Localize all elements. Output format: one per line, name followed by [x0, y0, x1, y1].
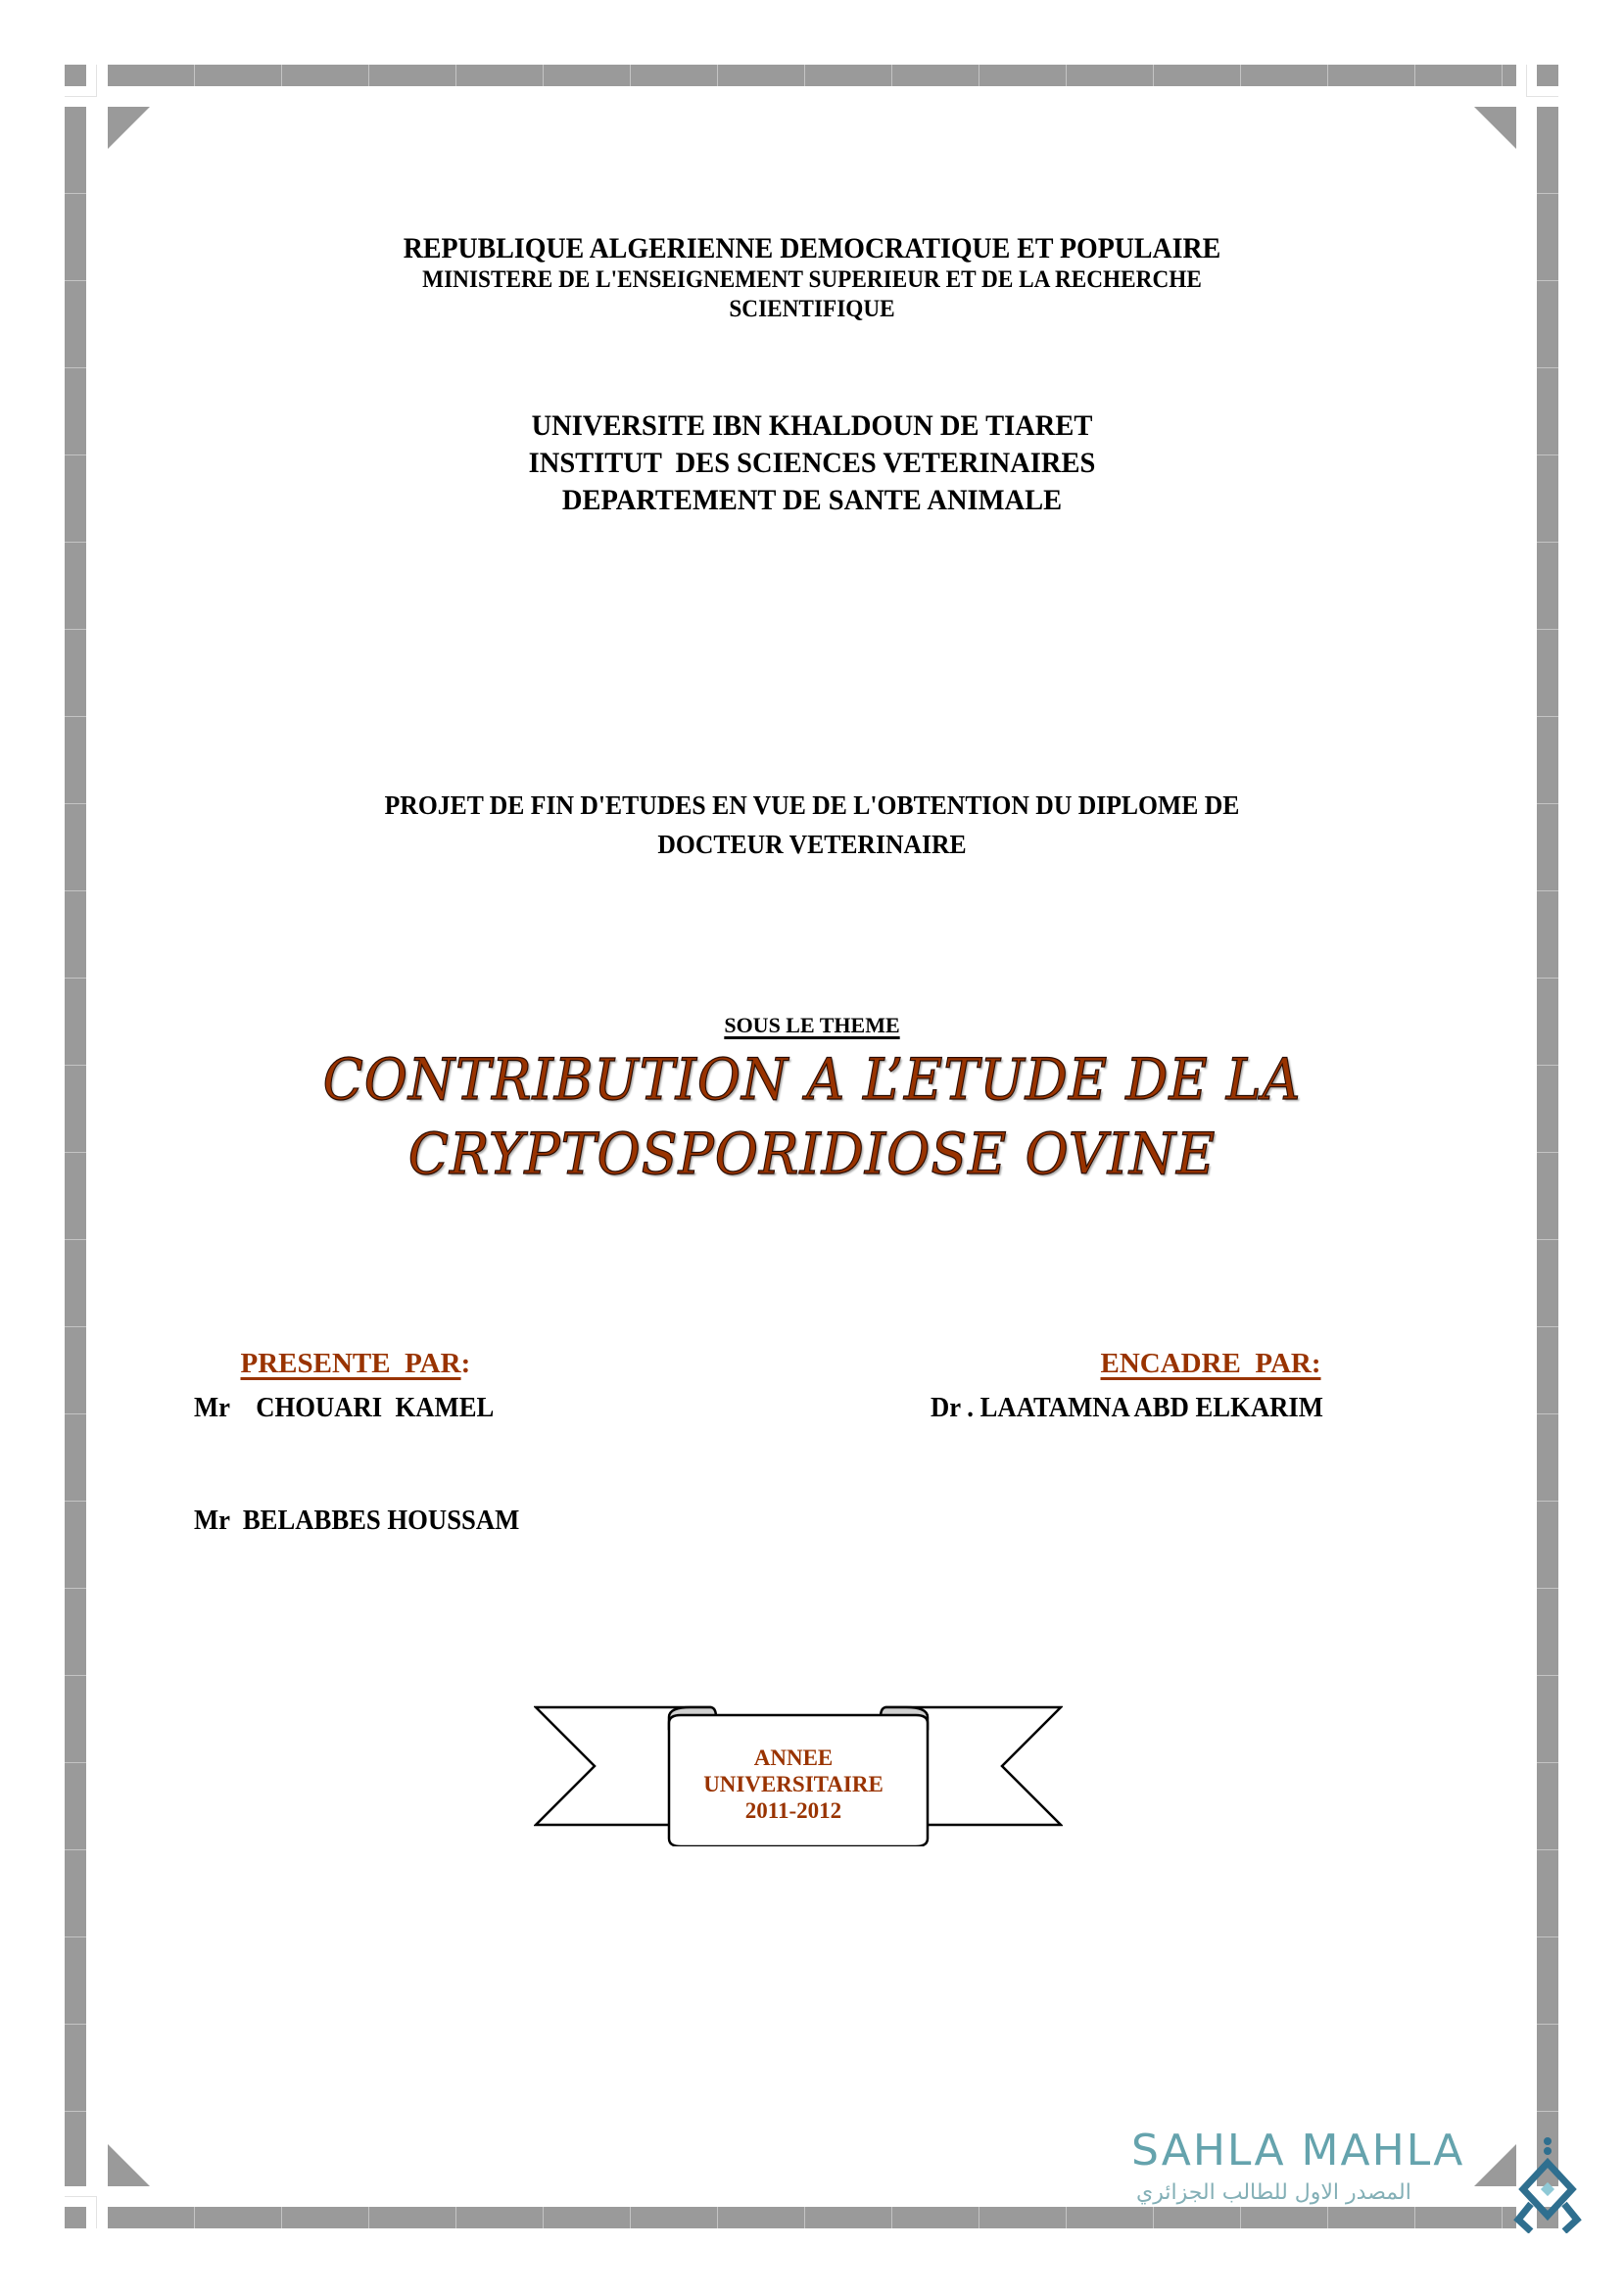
theme-label-block	[0, 1013, 1624, 1038]
project-line2: DOCTEUR VETERINAIRE	[657, 830, 967, 859]
institute-name: INSTITUT DES SCIENCES VETERINAIRES	[528, 447, 1096, 479]
frame-corner-line	[1526, 96, 1558, 97]
frame-corner-square-tl	[65, 65, 86, 86]
frame-corner-line	[96, 65, 97, 97]
thesis-title-line1: CONTRIBUTION A L’ETUDE DE LA	[322, 1046, 1302, 1113]
department-name: DEPARTEMENT DE SANTE ANIMALE	[561, 484, 1063, 516]
watermark-tagline: المصدر الاول للطالب الجزائري	[1136, 2180, 1411, 2205]
ministry-name-line2: SCIENTIFIQUE	[729, 296, 895, 322]
watermark-brand: SAHLA MAHLA	[1131, 2126, 1465, 2175]
supervised-by-label	[1086, 1315, 1321, 1380]
presented-by-colon: :	[460, 1348, 471, 1379]
project-line1: PROJET DE FIN D'ETUDES EN VUE DE L'OBTENTION DU DIPLOME DE	[384, 790, 1240, 820]
theme-label: SOUS LE THEME	[724, 1013, 900, 1037]
supervisor-name: Dr . LAATAMNA ABD ELKARIM	[931, 1392, 1323, 1423]
student-name-2: Mr BELABBES HOUSSAM	[194, 1505, 520, 1536]
presented-by-text: PRESENTE PAR	[240, 1348, 461, 1379]
sahla-mahla-watermark	[1126, 2126, 1597, 2243]
government-header	[0, 232, 1624, 324]
frame-corner-line	[1526, 65, 1527, 97]
supervised-by-text: ENCADRE PAR:	[1100, 1348, 1321, 1379]
frame-corner-triangle-tr	[1474, 107, 1516, 149]
banner-line2: UNIVERSITAIRE	[703, 1772, 884, 1796]
university-name: UNIVERSITE IBN KHALDOUN DE TIARET	[531, 409, 1093, 442]
institution-block	[0, 407, 1624, 519]
frame-corner-line	[65, 2196, 97, 2197]
academic-year-banner	[534, 1699, 1063, 1846]
frame-corner-square-tr	[1537, 65, 1558, 86]
frame-corner-line	[65, 96, 97, 97]
thesis-title-line2: CRYPTOSPORIDIOSE OVINE	[407, 1121, 1217, 1187]
project-description	[0, 786, 1624, 864]
frame-corner-triangle-bl	[108, 2144, 150, 2186]
ministry-name-line1: MINISTERE DE L'ENSEIGNEMENT SUPERIEUR ET DE LA RECHERCHE	[422, 266, 1202, 293]
thesis-title	[0, 1042, 1624, 1191]
frame-corner-triangle-tl	[108, 107, 150, 149]
student-name-1: Mr CHOUARI KAMEL	[194, 1392, 495, 1423]
presented-by-label	[226, 1315, 470, 1380]
frame-corner-line	[96, 2196, 97, 2228]
sahla-mahla-logo-icon	[1513, 2135, 1582, 2233]
banner-line1: ANNEE	[753, 1745, 834, 1770]
frame-top-bar	[108, 65, 1516, 86]
banner-line3: 2011-2012	[744, 1798, 842, 1823]
banner-text	[676, 1745, 911, 1824]
republic-name: REPUBLIQUE ALGERIENNE DEMOCRATIQUE ET POPULAIRE	[403, 232, 1221, 264]
frame-corner-square-bl	[65, 2207, 86, 2228]
